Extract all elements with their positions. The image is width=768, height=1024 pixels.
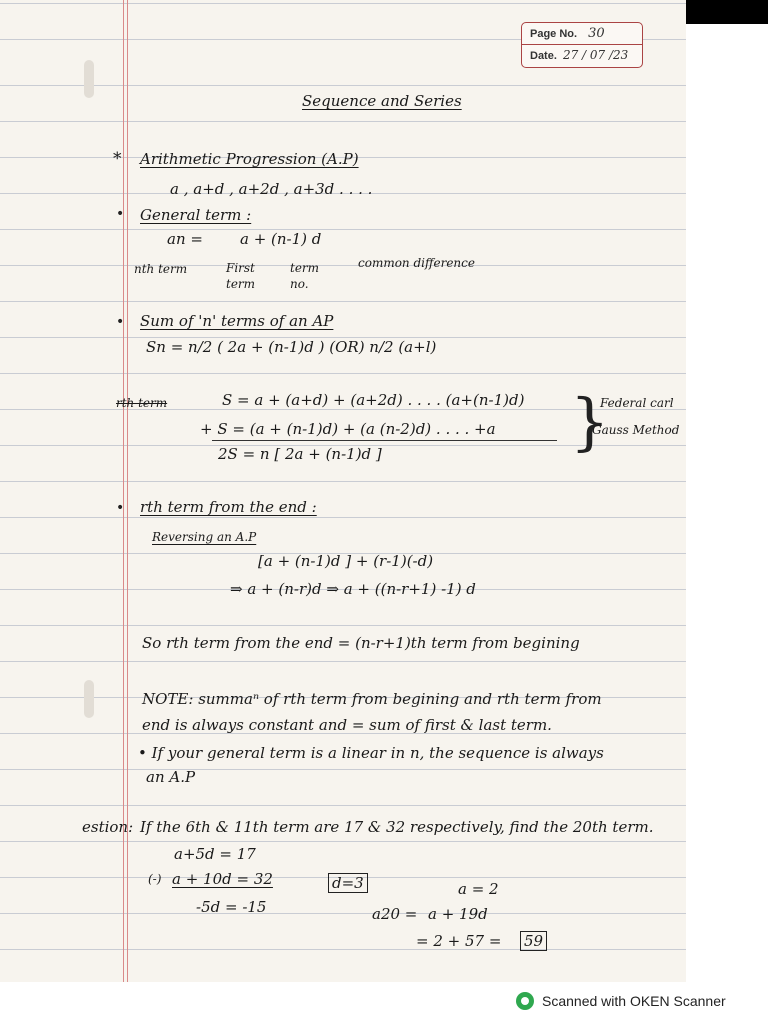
subtract-sign: (-)	[148, 872, 162, 886]
a20-rhs: a + 19d	[428, 905, 488, 923]
equation-3: -5d = -15	[196, 898, 267, 916]
scan-edge-shadow	[686, 0, 768, 24]
rth-heading: rth term from the end :	[140, 498, 317, 516]
page-title: Sequence and Series	[302, 92, 462, 110]
gauss-line-2: + S = (a + (n-1)d) + (a (n-2)d) . . . . +a	[200, 420, 496, 438]
question-text: If the 6th & 11th term are 17 & 32 respectively, find the 20th term.	[140, 818, 654, 836]
rth-conclusion: So rth term from the end = (n-r+1)th term from begining	[142, 634, 580, 652]
date-label: Date.	[530, 50, 557, 62]
curly-brace-icon: }	[570, 385, 610, 458]
binding-hole	[84, 60, 94, 98]
label-term-no: term no.	[290, 261, 320, 291]
note-line-2: end is always constant and = sum of first & last term.	[142, 716, 552, 734]
reverse-line-2: ⇒ a + (n-r)d ⇒ a + ((n-r+1) -1) d	[230, 580, 476, 598]
label-nth-term: nth term	[134, 262, 188, 276]
method-label-2: Gauss Method	[592, 423, 680, 437]
general-term-lhs: an =	[167, 230, 203, 248]
gauss-line-1: S = a + (a+d) + (a+2d) . . . . (a+(n-1)d)	[222, 391, 525, 409]
a20-lhs: a20 =	[372, 905, 418, 923]
binding-hole	[84, 680, 94, 718]
scanner-logo-icon	[516, 992, 534, 1010]
page-info-box	[521, 22, 643, 68]
general-term-rhs: a + (n-1) d	[240, 230, 322, 248]
bullet-dot-icon: •	[116, 206, 125, 222]
star-bullet: *	[113, 149, 122, 169]
a-result: a = 2	[458, 880, 499, 898]
page-no-value: 30	[588, 26, 605, 41]
method-label-1: Federal carl	[600, 396, 674, 410]
answer	[520, 932, 547, 950]
sum-formula: Sn = n/2 ( 2a + (n-1)d ) (OR) n/2 (a+l)	[146, 338, 437, 356]
gauss-line-3: 2S = n [ 2a + (n-1)d ]	[218, 445, 382, 463]
label-first-term: First term	[226, 261, 256, 291]
bullet-dot-icon: •	[116, 314, 125, 330]
a20-calc: = 2 + 57 =	[416, 932, 502, 950]
reverse-line-1: [a + (n-1)d ] + (r-1)(-d)	[258, 552, 434, 570]
equation-2: a + 10d = 32	[172, 870, 273, 888]
note-line-3: • If your general term is a linear in n, the sequence is always	[138, 744, 604, 762]
struck-label: rth term	[116, 396, 168, 410]
d-result-box: d=3	[328, 873, 368, 893]
label-common-difference: common difference	[358, 256, 475, 270]
note-line-1: NOTE: summaⁿ of rth term from begining and rth term from	[142, 690, 602, 708]
question-label: estion:	[82, 818, 134, 836]
scanner-text: Scanned with OKEN Scanner	[542, 993, 726, 1009]
page-no-label: Page No.	[530, 28, 578, 40]
note-line-4: an A.P	[146, 768, 196, 786]
sum-heading: Sum of 'n' terms of an AP	[140, 312, 334, 330]
d-result	[328, 874, 368, 892]
date-value: 27 / 07 /23	[562, 48, 629, 62]
answer-box: 59	[520, 931, 547, 951]
addition-rule	[212, 440, 557, 441]
equation-1: a+5d = 17	[174, 845, 256, 863]
ap-heading: Arithmetic Progression (A.P)	[140, 150, 359, 168]
general-term-heading: General term :	[140, 206, 252, 224]
ap-terms: a , a+d , a+2d , a+3d . . . .	[170, 180, 373, 198]
reversing-label: Reversing an A.P	[152, 530, 257, 544]
scanner-watermark	[516, 990, 726, 1012]
bullet-dot-icon: •	[116, 500, 125, 516]
